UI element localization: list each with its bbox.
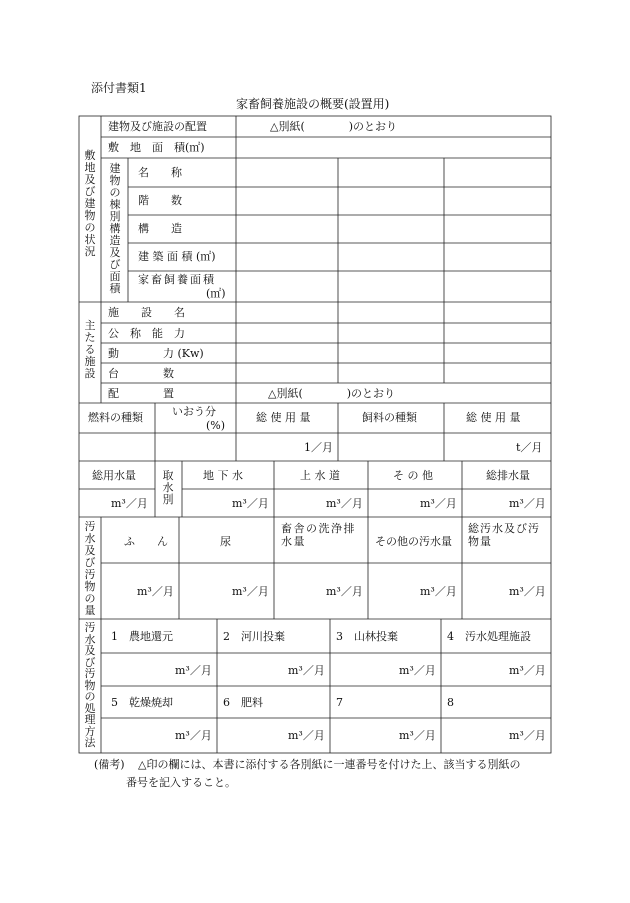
method-3-unit: m³／月 — [399, 664, 436, 677]
note-line-2: 番号を記入すること。 — [126, 776, 236, 789]
form-title: 家畜飼養施設の概要(設置用) — [236, 97, 390, 111]
total-wastewater-unit: m³／月 — [509, 585, 546, 598]
method-6-unit: m³／月 — [288, 729, 325, 742]
total-water-unit: m³／月 — [111, 497, 148, 510]
wastewater-amount-label: 汚 水 及 び 汚 物 の 量 — [84, 520, 96, 617]
count-label: 台 数 — [108, 367, 174, 380]
method-8-unit: m³／月 — [509, 729, 546, 742]
structure-label: 構 造 — [138, 222, 182, 235]
method-8: 8 — [447, 696, 454, 709]
note-label: (備考) — [94, 758, 125, 771]
build-area-label: 建 築 面 積 (㎡) — [138, 250, 216, 263]
drain-unit: m³／月 — [509, 497, 546, 510]
site-area-label — [108, 141, 230, 154]
fuel-type-label: 燃料の種類 — [88, 411, 143, 424]
other-wastewater-label: その他の汚水量 — [375, 535, 452, 548]
note-line-1: △印の欄には、本書に添付する各別紙に一連番号を付けた上、該当する別紙の — [138, 758, 521, 771]
method-5-unit: m³／月 — [175, 729, 212, 742]
method-4: 4 汚水処理施設 — [447, 630, 531, 643]
total-use-label: 総 使 用 量 — [256, 411, 311, 424]
total-wastewater-label: 総汚水及び汚物量 — [468, 522, 540, 548]
total-water-label: 総用水量 — [92, 469, 136, 482]
urine-label: 尿 — [220, 535, 231, 548]
barn-wash-unit: m³／月 — [326, 585, 363, 598]
site-building-status-label: 敷 地 及 び 建 物 の 状 況 — [84, 149, 96, 258]
placement-label: 配 置 — [108, 387, 174, 400]
method-6: 6 肥料 — [223, 696, 263, 709]
attachment-label: 添付書類1 — [91, 81, 147, 95]
method-7-unit: m³／月 — [399, 729, 436, 742]
livestock-area-unit: (㎡) — [206, 287, 226, 300]
feces-label: ふ ん — [124, 535, 168, 548]
method-2: 2 河川投棄 — [223, 630, 285, 643]
treatment-method-label: 汚 水 及 び 汚 物 の 処 理 方 法 — [84, 621, 96, 749]
sulfur-unit: (%) — [206, 419, 226, 432]
method-4-unit: m³／月 — [509, 664, 546, 677]
other-water-label: そ の 他 — [393, 469, 433, 482]
power-label: 動 力 (Kw) — [108, 347, 204, 360]
placement-value: △別紙( )のとおり — [268, 387, 396, 400]
sulfur-label: いおう分 — [172, 405, 216, 418]
other-wastewater-unit: m³／月 — [420, 585, 457, 598]
layout-label: 建物及び施設の配置 — [108, 120, 207, 133]
tapwater-unit: m³／月 — [326, 497, 363, 510]
other-water-unit: m³／月 — [420, 497, 457, 510]
building-structure-label: 建 物 の 棟 別 構 造 及 び 面 積 — [109, 162, 121, 295]
method-5: 5 乾燥焼却 — [111, 696, 173, 709]
capacity-label: 公 称 能 力 — [108, 327, 185, 340]
intake-label: 取 水 別 — [162, 469, 174, 506]
tapwater-label: 上 水 道 — [300, 469, 340, 482]
name-label: 名 称 — [138, 166, 182, 179]
total-use-label-2: 総 使 用 量 — [466, 411, 521, 424]
feed-unit: t／月 — [516, 441, 543, 454]
method-2-unit: m³／月 — [288, 664, 325, 677]
floors-label: 階 数 — [138, 194, 182, 207]
fuel-unit: 1／月 — [304, 441, 333, 454]
method-3: 3 山林投棄 — [336, 630, 398, 643]
feces-unit: m³／月 — [137, 585, 174, 598]
facility-name-label: 施 設 名 — [108, 306, 185, 319]
feed-type-label: 飼料の種類 — [362, 411, 417, 424]
drain-label: 総排水量 — [486, 469, 530, 482]
main-facility-label: 主 た る 施 設 — [84, 319, 96, 380]
method-1: 1 農地還元 — [111, 630, 173, 643]
layout-value: △別紙( )のとおり — [270, 120, 398, 133]
urine-unit: m³／月 — [232, 585, 269, 598]
method-7: 7 — [336, 696, 343, 709]
method-1-unit: m³／月 — [175, 664, 212, 677]
barn-wash-label: 畜舎の洗浄排水量 — [281, 522, 356, 548]
site-area-text: 敷 地 面 積(㎡) — [108, 141, 205, 154]
groundwater-label: 地 下 水 — [203, 469, 243, 482]
groundwater-unit: m³／月 — [232, 497, 269, 510]
livestock-area-label: 家畜飼養面積 — [138, 273, 216, 286]
